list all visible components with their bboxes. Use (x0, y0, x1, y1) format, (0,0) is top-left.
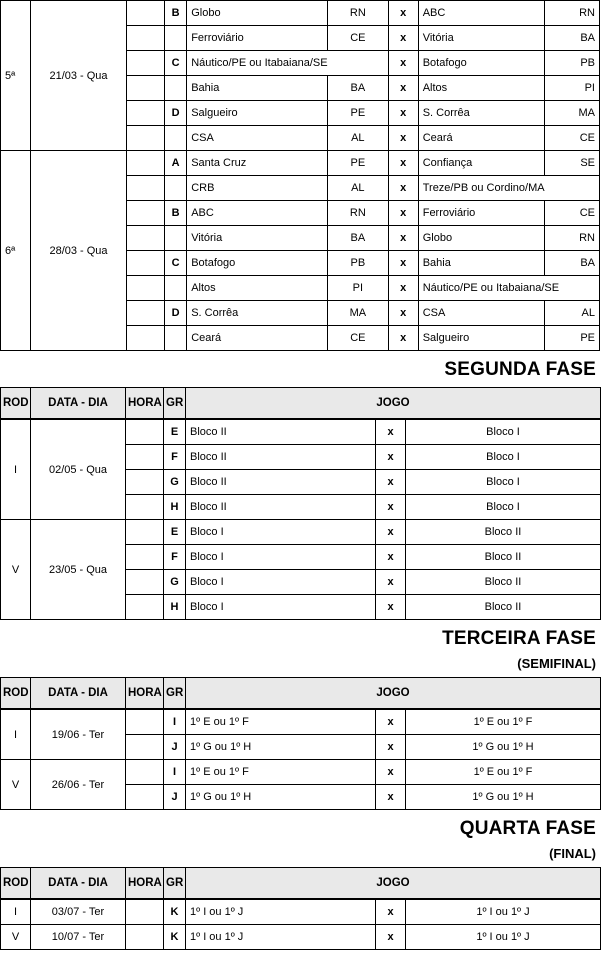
third-phase-header-row (0, 677, 601, 709)
third-phase-table (0, 709, 601, 810)
away-team: S. Corrêa (418, 101, 544, 126)
home-team: Ceará (187, 326, 328, 351)
group-letter: J (164, 785, 186, 810)
match-time (126, 76, 164, 101)
header-rod: ROD (1, 868, 31, 899)
group-letter: A (165, 151, 187, 176)
away-team: Bloco II (406, 570, 601, 595)
home-team: Vitória (187, 226, 328, 251)
away-team: Bloco I (406, 420, 601, 445)
group-letter: K (164, 925, 186, 950)
group-letter: H (164, 495, 186, 520)
round-number: V (1, 760, 31, 810)
versus-marker: x (376, 900, 406, 925)
table-header (1, 678, 601, 709)
match-time (126, 760, 164, 785)
match-time (126, 226, 164, 251)
first-phase-table (0, 0, 600, 351)
away-team: Salgueiro (418, 326, 544, 351)
header-rod: ROD (1, 388, 31, 419)
home-team: Bloco I (186, 570, 376, 595)
second-phase-title: SEGUNDA FASE (444, 359, 596, 380)
away-team: 1º E ou 1º F (406, 760, 601, 785)
match-time (126, 445, 164, 470)
home-team: Botafogo (187, 251, 328, 276)
versus-marker: x (376, 710, 406, 735)
round-date: 23/05 - Qua (31, 520, 126, 620)
home-state: RN (328, 201, 388, 226)
versus-marker: x (388, 276, 418, 301)
group-letter: I (164, 710, 186, 735)
fourth-phase-table (0, 899, 601, 950)
round-number: 5ª (1, 1, 31, 151)
second-phase-table (0, 419, 601, 620)
versus-marker: x (388, 326, 418, 351)
home-team: Bloco II (186, 445, 376, 470)
away-state: PE (544, 326, 599, 351)
home-team: Bloco I (186, 595, 376, 620)
match-time (126, 26, 164, 51)
home-team: Santa Cruz (187, 151, 328, 176)
header-hora: HORA (126, 868, 164, 899)
versus-marker: x (388, 76, 418, 101)
round-date: 21/03 - Qua (31, 1, 127, 151)
home-team: Bloco I (186, 545, 376, 570)
match-time (126, 201, 164, 226)
header-jogo: JOGO (186, 678, 601, 709)
match-time (126, 301, 164, 326)
away-state: BA (544, 26, 599, 51)
match-time (126, 570, 164, 595)
header-gr: GR (164, 388, 186, 419)
away-state: AL (544, 301, 599, 326)
group-letter (165, 276, 187, 301)
versus-marker: x (388, 126, 418, 151)
table-header (1, 388, 601, 419)
match-time (126, 276, 164, 301)
away-team: Ferroviário (418, 201, 544, 226)
versus-marker: x (376, 495, 406, 520)
header-hora: HORA (126, 678, 164, 709)
away-state: BA (544, 251, 599, 276)
home-state: AL (328, 176, 388, 201)
home-team: Salgueiro (187, 101, 328, 126)
versus-marker: x (388, 151, 418, 176)
versus-marker: x (388, 226, 418, 251)
match-time (126, 545, 164, 570)
away-team: Bahia (418, 251, 544, 276)
away-team: Globo (418, 226, 544, 251)
header-gr: GR (164, 868, 186, 899)
home-team: 1º E ou 1º F (186, 760, 376, 785)
home-state: CE (328, 326, 388, 351)
away-team: Náutico/PE ou Itabaiana/SE (418, 276, 599, 301)
away-state: CE (544, 201, 599, 226)
header-data: DATA - DIA (31, 868, 126, 899)
match-time (126, 326, 164, 351)
table-row (1, 1, 600, 26)
table-row (1, 925, 601, 950)
away-team: Bloco I (406, 495, 601, 520)
fourth-phase-table-wrapper (0, 899, 600, 943)
versus-marker: x (376, 520, 406, 545)
round-number: I (1, 420, 31, 520)
versus-marker: x (388, 101, 418, 126)
fourth-phase-subtitle: (FINAL) (549, 846, 596, 861)
home-team: 1º E ou 1º F (186, 710, 376, 735)
group-letter: C (165, 251, 187, 276)
header-rod: ROD (1, 678, 31, 709)
versus-marker: x (388, 251, 418, 276)
away-team: Altos (418, 76, 544, 101)
table-row (1, 151, 600, 176)
second-phase-header-row (0, 387, 601, 419)
group-letter (165, 326, 187, 351)
group-letter: B (165, 201, 187, 226)
fourth-phase-header-row (0, 867, 601, 899)
home-state: CE (328, 26, 388, 51)
versus-marker: x (388, 51, 418, 76)
away-team: Confiança (418, 151, 544, 176)
home-team: Bloco II (186, 470, 376, 495)
versus-marker: x (376, 785, 406, 810)
group-letter (165, 226, 187, 251)
versus-marker: x (376, 760, 406, 785)
group-letter: F (164, 545, 186, 570)
away-team: Bloco I (406, 445, 601, 470)
away-team: ABC (418, 1, 544, 26)
match-time (126, 595, 164, 620)
table-row (1, 420, 601, 445)
group-letter: G (164, 470, 186, 495)
round-number: 6ª (1, 151, 31, 351)
fourth-phase-title: QUARTA FASE (459, 818, 596, 839)
round-number: I (1, 900, 31, 925)
away-state: PI (544, 76, 599, 101)
group-letter: B (165, 1, 187, 26)
versus-marker: x (388, 301, 418, 326)
home-state: BA (328, 226, 388, 251)
match-time (126, 785, 164, 810)
home-team: 1º G ou 1º H (186, 785, 376, 810)
group-letter (165, 176, 187, 201)
table-row (1, 760, 601, 785)
home-team: CSA (187, 126, 328, 151)
home-team: Altos (187, 276, 328, 301)
away-team: Bloco II (406, 595, 601, 620)
away-team: Vitória (418, 26, 544, 51)
group-letter: C (165, 51, 187, 76)
away-state: RN (544, 226, 599, 251)
match-time (126, 1, 164, 26)
home-team: Bloco II (186, 495, 376, 520)
home-team: ABC (187, 201, 328, 226)
versus-marker: x (376, 445, 406, 470)
match-time (126, 51, 164, 76)
match-time (126, 710, 164, 735)
table-row (1, 520, 601, 545)
group-letter (165, 126, 187, 151)
round-date: 10/07 - Ter (31, 925, 126, 950)
home-team: Bloco I (186, 520, 376, 545)
away-state: MA (544, 101, 599, 126)
match-time (126, 495, 164, 520)
group-letter: H (164, 595, 186, 620)
match-time (126, 151, 164, 176)
away-team: 1º I ou 1º J (406, 925, 601, 950)
away-team: Bloco II (406, 520, 601, 545)
away-team: Bloco I (406, 470, 601, 495)
header-jogo: JOGO (186, 868, 601, 899)
match-time (126, 176, 164, 201)
match-time (126, 101, 164, 126)
versus-marker: x (376, 570, 406, 595)
versus-marker: x (376, 470, 406, 495)
home-team: Ferroviário (187, 26, 328, 51)
versus-marker: x (376, 545, 406, 570)
home-team: 1º G ou 1º H (186, 735, 376, 760)
group-letter: K (164, 900, 186, 925)
match-time (126, 126, 164, 151)
away-team: Treze/PB ou Cordino/MA (418, 176, 599, 201)
header-hora: HORA (126, 388, 164, 419)
away-state: CE (544, 126, 599, 151)
third-phase-title: TERCEIRA FASE (442, 628, 596, 649)
group-letter: G (164, 570, 186, 595)
home-state: AL (328, 126, 388, 151)
home-state: PI (328, 276, 388, 301)
header-jogo: JOGO (186, 388, 601, 419)
home-state: PE (328, 101, 388, 126)
match-time (126, 470, 164, 495)
away-team: CSA (418, 301, 544, 326)
home-team: Bloco II (186, 420, 376, 445)
versus-marker: x (376, 420, 406, 445)
round-date: 03/07 - Ter (31, 900, 126, 925)
versus-marker: x (388, 176, 418, 201)
home-team: Bahia (187, 76, 328, 101)
home-state: BA (328, 76, 388, 101)
header-gr: GR (164, 678, 186, 709)
versus-marker: x (388, 1, 418, 26)
away-team: Bloco II (406, 545, 601, 570)
away-state: RN (544, 1, 599, 26)
home-state: RN (328, 1, 388, 26)
home-team: CRB (187, 176, 328, 201)
group-letter (165, 76, 187, 101)
away-team: Botafogo (418, 51, 544, 76)
group-letter: E (164, 420, 186, 445)
table-header (1, 868, 601, 899)
round-date: 19/06 - Ter (31, 710, 126, 760)
home-team: 1º I ou 1º J (186, 900, 376, 925)
away-state: SE (544, 151, 599, 176)
home-team: S. Corrêa (187, 301, 328, 326)
match-time (126, 251, 164, 276)
versus-marker: x (376, 595, 406, 620)
table-row (1, 710, 601, 735)
versus-marker: x (388, 201, 418, 226)
versus-marker: x (388, 26, 418, 51)
versus-marker: x (376, 735, 406, 760)
match-time (126, 735, 164, 760)
group-letter: D (165, 301, 187, 326)
group-letter: D (165, 101, 187, 126)
home-team: 1º I ou 1º J (186, 925, 376, 950)
group-letter: J (164, 735, 186, 760)
home-state: MA (328, 301, 388, 326)
match-time (126, 420, 164, 445)
header-data: DATA - DIA (31, 678, 126, 709)
group-letter: E (164, 520, 186, 545)
home-state: PE (328, 151, 388, 176)
group-letter: F (164, 445, 186, 470)
round-number: V (1, 925, 31, 950)
header-data: DATA - DIA (31, 388, 126, 419)
round-number: I (1, 710, 31, 760)
group-letter: I (164, 760, 186, 785)
away-team: 1º E ou 1º F (406, 710, 601, 735)
away-team: Ceará (418, 126, 544, 151)
match-time (126, 520, 164, 545)
round-number: V (1, 520, 31, 620)
away-team: 1º G ou 1º H (406, 785, 601, 810)
home-team: Náutico/PE ou Itabaiana/SE (187, 51, 388, 76)
round-date: 02/05 - Qua (31, 420, 126, 520)
away-team: 1º I ou 1º J (406, 900, 601, 925)
versus-marker: x (376, 925, 406, 950)
round-date: 26/06 - Ter (31, 760, 126, 810)
home-state: PB (328, 251, 388, 276)
group-letter (165, 26, 187, 51)
home-team: Globo (187, 1, 328, 26)
match-time (126, 925, 164, 950)
away-state: PB (544, 51, 599, 76)
round-date: 28/03 - Qua (31, 151, 127, 351)
match-time (126, 900, 164, 925)
away-team: 1º G ou 1º H (406, 735, 601, 760)
third-phase-subtitle: (SEMIFINAL) (517, 656, 596, 671)
table-row (1, 900, 601, 925)
